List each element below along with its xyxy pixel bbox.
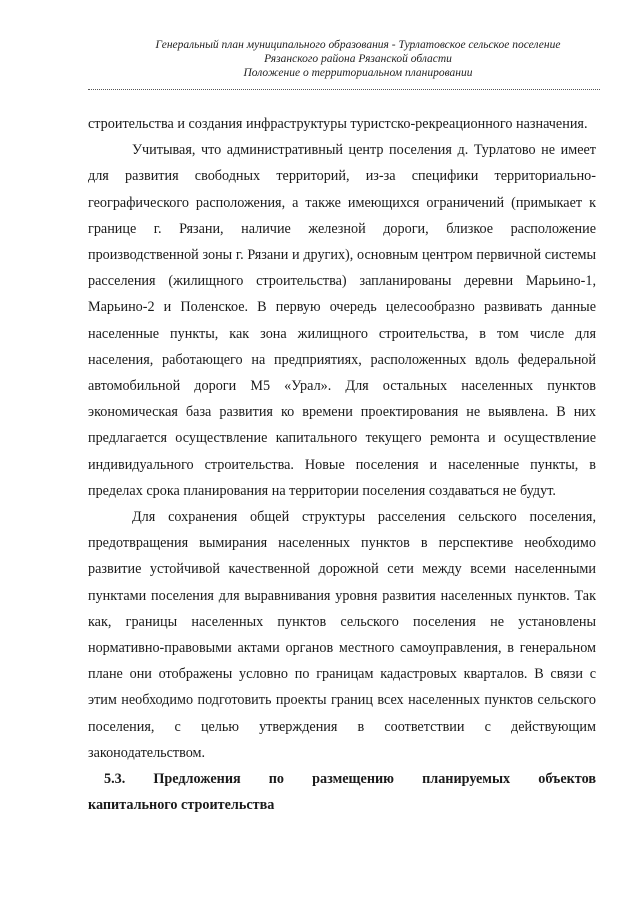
running-header <box>88 38 628 80</box>
paragraph-road-network: Для сохранения общей структуры расселения сельского поселения, предотвращения вымирания населенных пунктов в перспективе необходимо развитие устойчивой качественной дорожной сети между всеми населенными пунктами поселения для выравнивания уровня развития населенных пунктов. Так как, границы населенных пунктов сельского поселения не установлены нормативно-правовыми актами органов местного самоуправления, в генеральном плане они отображены условно по границам кадастровых кварталов. В связи с этим необходимо подготовить проекты границ всех населенных пунктов сельского поселения, с целью утверждения в соответствии с действующим законодательством. <box>88 509 596 761</box>
section-word: по <box>268 771 285 788</box>
section-heading-line-1 <box>88 766 596 792</box>
section-heading <box>88 766 596 818</box>
header-divider <box>88 89 600 90</box>
section-word: объектов <box>538 771 596 788</box>
header-line-2: Рязанского района Рязанской области <box>264 53 452 65</box>
header-line-3: Положение о территориальном планировании <box>243 67 473 79</box>
section-word: планируемых <box>422 771 511 788</box>
section-number: 5.3. <box>104 771 126 788</box>
paragraph-continuation: строительства и создания инфраструктуры туристско-рекреационного назначения. <box>88 116 588 132</box>
section-word: Предложения <box>153 771 241 788</box>
body-text <box>88 111 596 818</box>
section-heading-line-2: капитального строительства <box>88 797 275 814</box>
section-word: размещению <box>312 771 395 788</box>
paragraph-settlement-centers: Учитывая, что административный центр поселения д. Турлатово не имеет для развития свободных территорий, из-за специфики территориально-географического расположения, а также имеющихся ограничений (примыкает к границе г. Рязани, наличие железной дороги, близкое расположение производственной зоны г. Рязани и других), основным центром первичной системы расселения (жилищного строительства) запланированы деревни Марьино-1, Марьино-2 и Поленское. В первую очередь целесообразно развивать данные населенные пункты, как зона жилищного строительства, в том числе для населения, работающего на предприятиях, расположенных вдоль федеральной автомобильной дороги М5 «Урал». Для остальных населенных пунктов экономическая база развития ко времени проектирования не выявлена. В них предлагается осуществление капитального текущего ремонта и осуществление индивидуального строительства. Новые поселения и населенные пункты, в пределах срока планирования на территории поселения создаваться не будут. <box>88 142 596 499</box>
header-line-1: Генеральный план муниципального образования - Турлатовское сельское поселение <box>155 39 561 51</box>
